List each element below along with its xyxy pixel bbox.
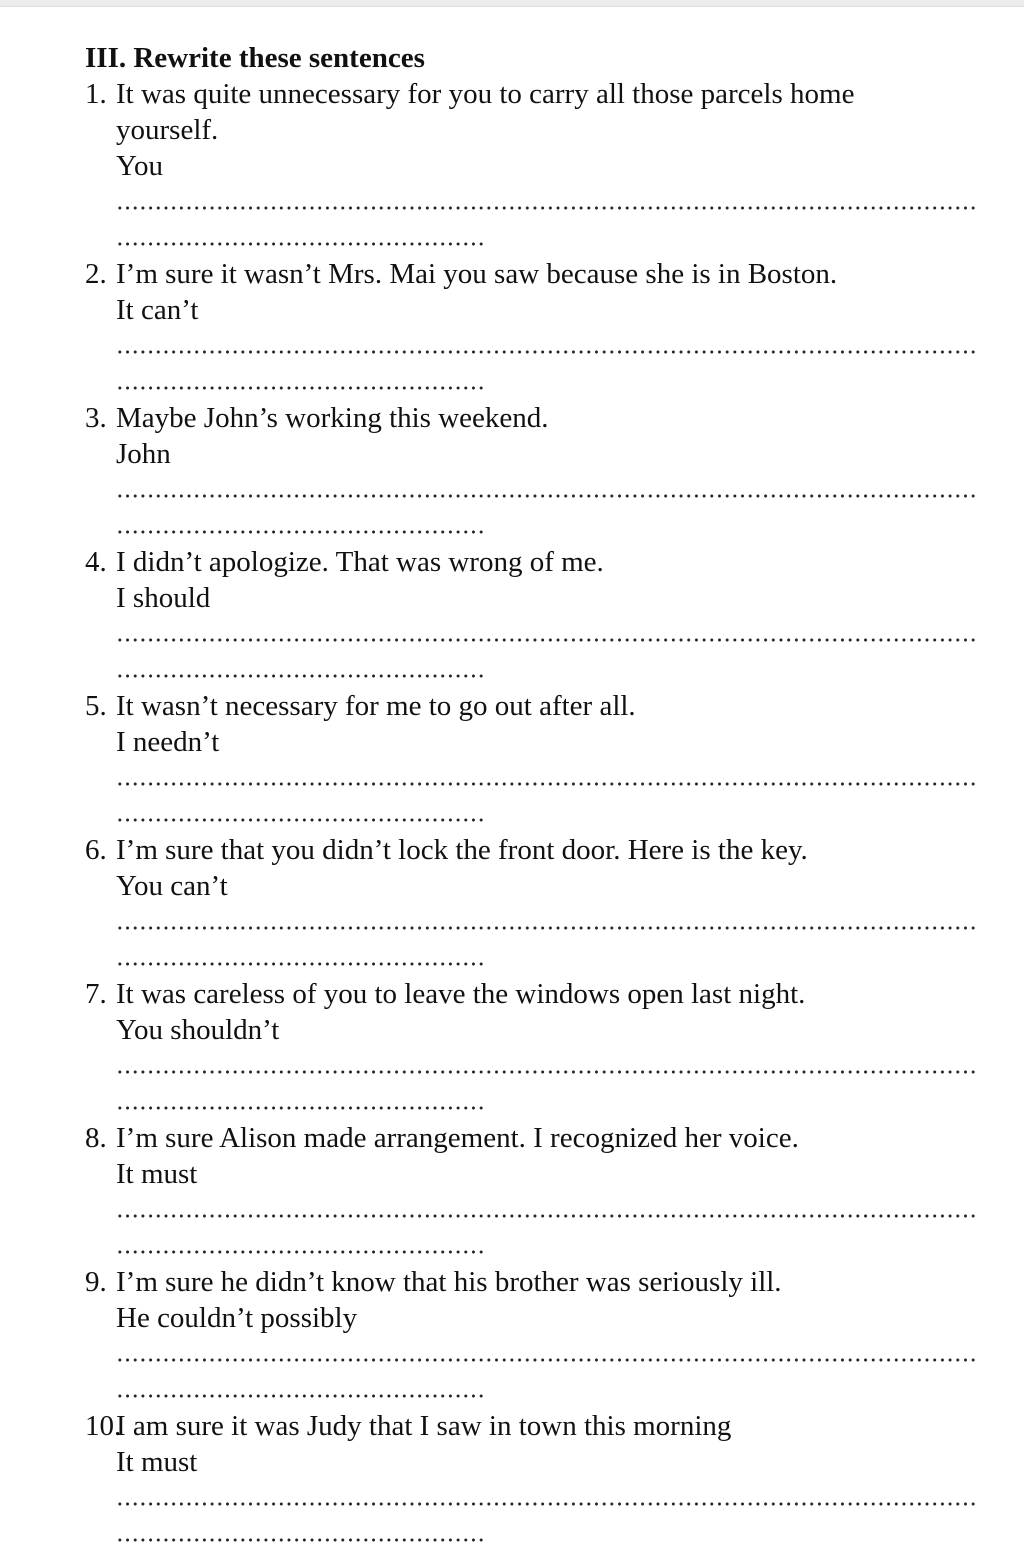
answer-blank-line-short[interactable] [116,242,486,246]
answer-blank-line-short[interactable] [116,818,486,822]
answer-blank-line[interactable] [116,638,978,642]
section-heading: III. Rewrite these sentences [85,42,425,74]
question-sentence [85,1408,731,1444]
question-sentence [85,1120,799,1156]
answer-blank-line-short[interactable] [116,1538,486,1542]
answer-blank-line-short[interactable] [116,1106,486,1110]
question-number: 3. [85,402,107,434]
answer-stem: You shouldn’t [116,1014,280,1046]
answer-blank-line[interactable] [116,1070,978,1074]
answer-blank-line[interactable] [116,1358,978,1362]
question-text: It wasn’t necessary for me to go out after all. [116,690,636,722]
question-text: Maybe John’s working this weekend. [116,402,549,434]
question-number: 2. [85,258,107,290]
question-sentence [85,976,805,1012]
answer-blank-line-short[interactable] [116,386,486,390]
question-number: 1. [85,78,107,110]
question-sentence [85,832,808,868]
answer-blank-line-short[interactable] [116,674,486,678]
answer-stem: I needn’t [116,726,220,758]
answer-stem: You [116,150,164,182]
question-sentence [85,400,549,436]
question-text: I’m sure Alison made arrangement. I recognized her voice. [116,1122,799,1154]
answer-blank-line[interactable] [116,1502,978,1506]
question-number: 8. [85,1122,107,1154]
answer-stem: You can’t [116,870,228,902]
question-sentence [85,688,636,724]
answer-stem: John [116,438,171,470]
question-number: 9. [85,1266,107,1298]
question-text-continuation: yourself. [116,114,219,146]
answer-blank-line[interactable] [116,206,978,210]
question-sentence [85,256,837,292]
question-text: It was careless of you to leave the windows open last night. [116,978,806,1010]
answer-blank-line[interactable] [116,1214,978,1218]
question-number: 6. [85,834,107,866]
question-text: I’m sure he didn’t know that his brother was seriously ill. [116,1266,782,1298]
question-text: I’m sure that you didn’t lock the front door. Here is the key. [116,834,808,866]
answer-blank-line[interactable] [116,494,978,498]
answer-stem: He couldn’t possibly [116,1302,358,1334]
answer-blank-line-short[interactable] [116,1394,486,1398]
answer-blank-line-short[interactable] [116,530,486,534]
question-text: It was quite unnecessary for you to carry all those parcels home [116,78,855,110]
answer-blank-line-short[interactable] [116,962,486,966]
question-number: 10. [85,1410,122,1442]
question-number: 7. [85,978,107,1010]
question-number: 4. [85,546,107,578]
question-sentence [85,76,854,112]
question-number: 5. [85,690,107,722]
answer-blank-line[interactable] [116,782,978,786]
answer-stem: I should [116,582,211,614]
answer-blank-line[interactable] [116,926,978,930]
answer-stem: It must [116,1446,198,1478]
question-text: I’m sure it wasn’t Mrs. Mai you saw because she is in Boston. [116,258,838,290]
answer-stem: It must [116,1158,198,1190]
answer-blank-line[interactable] [116,350,978,354]
answer-stem: It can’t [116,294,199,326]
question-sentence [85,1264,782,1300]
question-text: I am sure it was Judy that I saw in town this morning [116,1410,732,1442]
question-sentence [85,544,604,580]
question-text: I didn’t apologize. That was wrong of me. [116,546,604,578]
answer-blank-line-short[interactable] [116,1250,486,1254]
